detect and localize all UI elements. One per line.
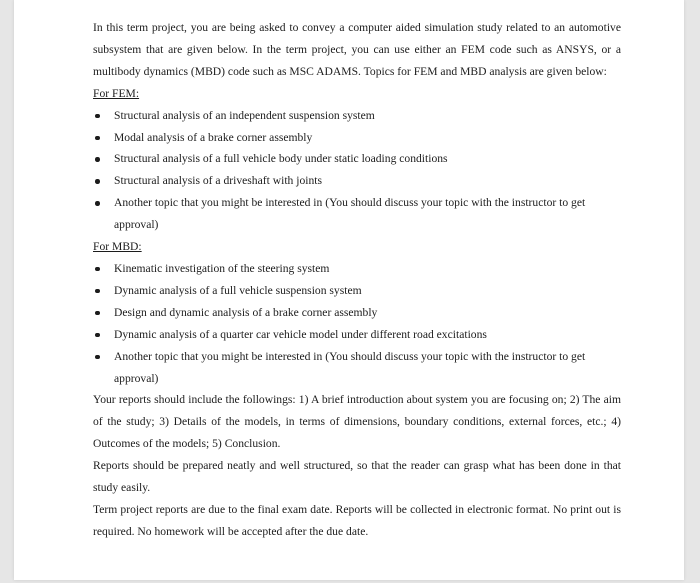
list-item-text: Structural analysis of a full vehicle body under static loading conditions <box>114 152 448 166</box>
list-item-text: Another topic that you might be interested in (You should discuss your topic with the instructor to get approval) <box>114 349 586 385</box>
list-item <box>93 258 621 280</box>
list-item <box>93 324 621 346</box>
document-body <box>93 17 621 543</box>
list-item-text: Dynamic analysis of a full vehicle suspension system <box>114 283 362 297</box>
list-item-text: Modal analysis of a brake corner assembly <box>114 130 313 144</box>
mbd-topic-list <box>93 258 621 389</box>
due-date-paragraph: Term project reports are due to the final exam date. Reports will be collected in electronic format. No print out is required. No homework will be accepted after the due date. <box>93 502 621 538</box>
list-item-text: Structural analysis of an independent suspension system <box>114 108 375 122</box>
list-item <box>93 127 621 149</box>
reports-paragraph: Your reports should include the followings: 1) A brief introduction about system you are focusing on; 2) The aim of the study; 3) Details of the models, in terms of dimensions, boundary conditions, external forces, etc.; 4) Outcomes of the models; 5) Conclusion. <box>93 393 621 451</box>
list-item <box>93 280 621 302</box>
list-item <box>93 105 621 127</box>
list-item <box>93 346 621 390</box>
list-item-text: Structural analysis of a driveshaft with joints <box>114 174 323 188</box>
preparation-paragraph: Reports should be prepared neatly and well structured, so that the reader can grasp what has been done in that study easily. <box>93 459 621 495</box>
intro-paragraph: In this term project, you are being asked to convey a computer aided simulation study related to an automotive subsystem that are given below. In the term project, you can use either an FEM code such as ANSYS, or a multibody dynamics (MBD) code such as MSC ADAMS. Topics for FEM and MBD analysis are given below: <box>93 21 621 78</box>
document-page <box>14 0 684 580</box>
list-item-text: Dynamic analysis of a quarter car vehicle model under different road excitations <box>114 327 487 341</box>
list-item <box>93 170 621 192</box>
list-item-text: Kinematic investigation of the steering system <box>114 261 330 275</box>
list-item-text: Another topic that you might be interested in (You should discuss your topic with the instructor to get approval) <box>114 196 586 232</box>
fem-heading: For FEM: <box>93 86 140 100</box>
list-item <box>93 148 621 170</box>
list-item <box>93 192 621 236</box>
list-item <box>93 302 621 324</box>
list-item-text: Design and dynamic analysis of a brake corner assembly <box>114 305 378 319</box>
fem-topic-list <box>93 105 621 236</box>
mbd-heading: For MBD: <box>93 240 142 254</box>
